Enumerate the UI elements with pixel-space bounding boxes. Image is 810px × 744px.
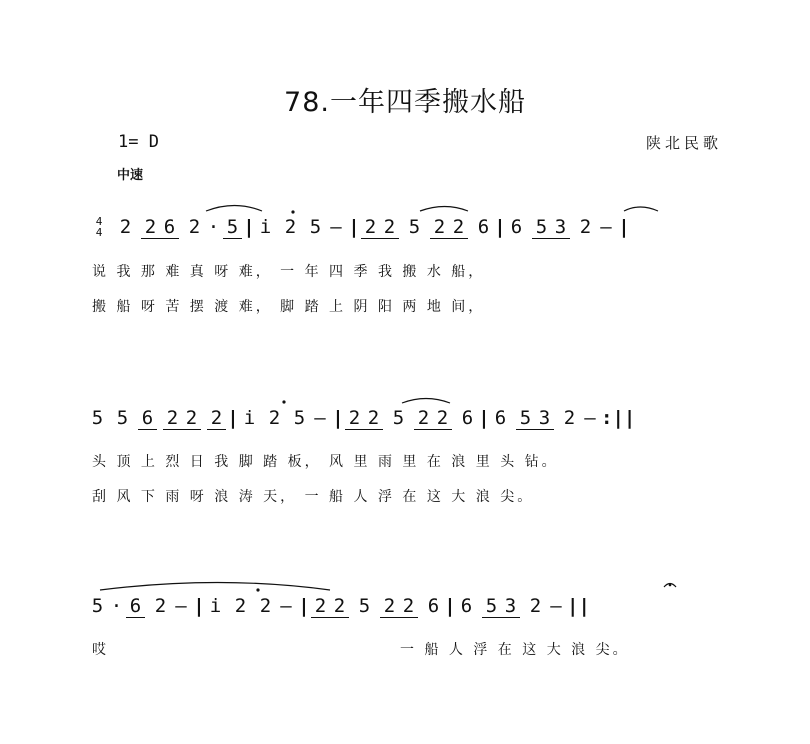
lyric-row-2-verse-2: 刮 风 下 雨 呀 浪 涛 天， 一 船 人 浮 在 这 大 浪 尖。 xyxy=(92,489,535,505)
lyric-row-1-verse-2: 搬 船 呀 苦 摆 渡 难， 脚 踏 上 阴 阳 两 地 间， xyxy=(92,299,486,315)
lyric-row-2-verse-1: 头 顶 上 烈 日 我 脚 踏 板， 风 里 雨 里 在 浪 里 头 钻。 xyxy=(92,454,559,470)
lyric-row-3-verse-2: 一 船 人 浮 在 这 大 浪 尖。 xyxy=(400,642,630,658)
tempo-marking: 中速 xyxy=(117,168,144,183)
lyric-row-3-verse-1: 哎 xyxy=(92,642,109,658)
fermata xyxy=(664,584,676,588)
time-signature-top: 4 xyxy=(95,215,103,228)
slur-1 xyxy=(206,206,262,212)
notation-row-1: 4 4 2 2 6 2 · 5 | i 2 5 – | 2 2 5 2 2 6 | 6 5 3 2 – | xyxy=(88,213,748,241)
key-signature: 1= D xyxy=(118,132,159,152)
slur-2 xyxy=(420,207,468,212)
slur-4 xyxy=(402,399,450,404)
notation-row-3: 5 · 6 2 – | i 2 2 – | 2 2 5 2 2 6 | 6 5 3 2 – || xyxy=(91,594,590,617)
slur-3 xyxy=(624,207,658,211)
time-signature-bottom: 4 xyxy=(95,226,103,239)
time-signature xyxy=(88,216,110,238)
notation-row-2: 5 5 6 2 2 2 | i 2 5 – | 2 2 5 2 2 6 | 6 5 3 2 – :|| xyxy=(91,406,636,429)
slur-5 xyxy=(100,583,330,591)
song-origin: 陕北民歌 xyxy=(646,134,723,152)
lyric-row-1-verse-1: 说 我 那 难 真 呀 难， 一 年 四 季 我 搬 水 船， xyxy=(92,264,486,280)
page-title: 78.一年四季搬水船 xyxy=(284,87,526,118)
